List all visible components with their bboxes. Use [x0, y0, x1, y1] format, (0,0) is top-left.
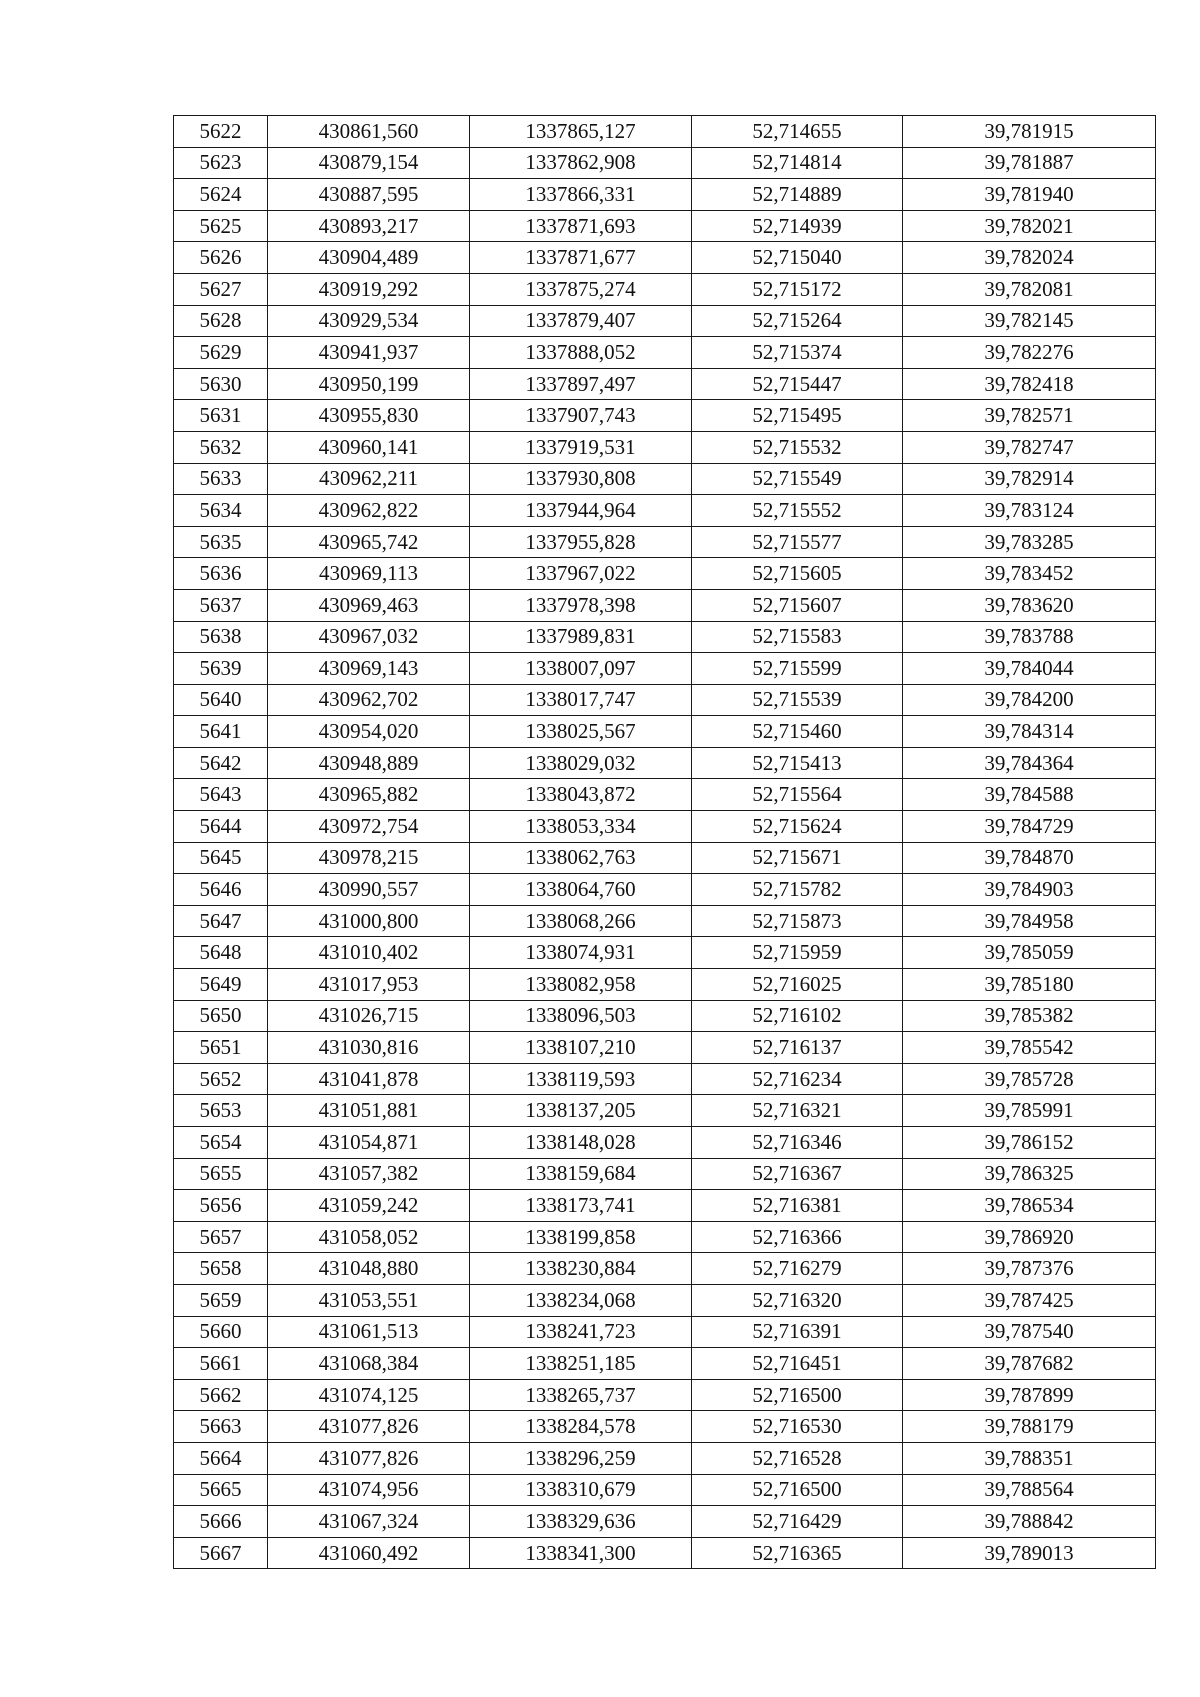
- x-coordinate-cell: 431017,953: [268, 969, 470, 1001]
- point-number-cell: 5656: [174, 1190, 268, 1222]
- latitude-cell: 52,715671: [692, 842, 903, 874]
- table-row: [174, 526, 1156, 558]
- latitude-cell: 52,715172: [692, 273, 903, 305]
- point-number-cell: 5657: [174, 1221, 268, 1253]
- latitude-cell: 52,716500: [692, 1379, 903, 1411]
- y-coordinate-cell: 1338230,884: [470, 1253, 692, 1285]
- point-number-cell: 5629: [174, 337, 268, 369]
- coordinates-table: [173, 115, 1156, 1569]
- x-coordinate-cell: 430955,830: [268, 400, 470, 432]
- x-coordinate-cell: 430861,560: [268, 116, 470, 148]
- latitude-cell: 52,714814: [692, 147, 903, 179]
- y-coordinate-cell: 1338043,872: [470, 779, 692, 811]
- longitude-cell: 39,782276: [903, 337, 1156, 369]
- latitude-cell: 52,715624: [692, 811, 903, 843]
- longitude-cell: 39,788564: [903, 1474, 1156, 1506]
- point-number-cell: 5660: [174, 1316, 268, 1348]
- longitude-cell: 39,784314: [903, 716, 1156, 748]
- latitude-cell: 52,715583: [692, 621, 903, 653]
- point-number-cell: 5635: [174, 526, 268, 558]
- x-coordinate-cell: 431058,052: [268, 1221, 470, 1253]
- point-number-cell: 5630: [174, 368, 268, 400]
- latitude-cell: 52,716367: [692, 1158, 903, 1190]
- y-coordinate-cell: 1337862,908: [470, 147, 692, 179]
- latitude-cell: 52,715564: [692, 779, 903, 811]
- table-row: [174, 716, 1156, 748]
- point-number-cell: 5654: [174, 1127, 268, 1159]
- y-coordinate-cell: 1338341,300: [470, 1537, 692, 1569]
- point-number-cell: 5636: [174, 558, 268, 590]
- longitude-cell: 39,783452: [903, 558, 1156, 590]
- table-row: [174, 1411, 1156, 1443]
- longitude-cell: 39,785180: [903, 969, 1156, 1001]
- point-number-cell: 5625: [174, 210, 268, 242]
- x-coordinate-cell: 430879,154: [268, 147, 470, 179]
- x-coordinate-cell: 430941,937: [268, 337, 470, 369]
- table-row: [174, 1221, 1156, 1253]
- table-row: [174, 621, 1156, 653]
- table-row: [174, 495, 1156, 527]
- x-coordinate-cell: 430969,113: [268, 558, 470, 590]
- y-coordinate-cell: 1338137,205: [470, 1095, 692, 1127]
- point-number-cell: 5632: [174, 431, 268, 463]
- table-row: [174, 779, 1156, 811]
- y-coordinate-cell: 1337865,127: [470, 116, 692, 148]
- y-coordinate-cell: 1338251,185: [470, 1348, 692, 1380]
- table-row: [174, 1442, 1156, 1474]
- table-row: [174, 337, 1156, 369]
- longitude-cell: 39,787540: [903, 1316, 1156, 1348]
- longitude-cell: 39,787425: [903, 1284, 1156, 1316]
- x-coordinate-cell: 431074,125: [268, 1379, 470, 1411]
- x-coordinate-cell: 431077,826: [268, 1411, 470, 1443]
- longitude-cell: 39,781915: [903, 116, 1156, 148]
- latitude-cell: 52,714939: [692, 210, 903, 242]
- latitude-cell: 52,715607: [692, 589, 903, 621]
- x-coordinate-cell: 430948,889: [268, 747, 470, 779]
- x-coordinate-cell: 430969,463: [268, 589, 470, 621]
- longitude-cell: 39,786534: [903, 1190, 1156, 1222]
- longitude-cell: 39,789013: [903, 1537, 1156, 1569]
- y-coordinate-cell: 1338173,741: [470, 1190, 692, 1222]
- longitude-cell: 39,785728: [903, 1063, 1156, 1095]
- y-coordinate-cell: 1338234,068: [470, 1284, 692, 1316]
- y-coordinate-cell: 1337978,398: [470, 589, 692, 621]
- y-coordinate-cell: 1338064,760: [470, 874, 692, 906]
- table-row: [174, 874, 1156, 906]
- point-number-cell: 5666: [174, 1506, 268, 1538]
- x-coordinate-cell: 431051,881: [268, 1095, 470, 1127]
- latitude-cell: 52,716025: [692, 969, 903, 1001]
- y-coordinate-cell: 1338199,858: [470, 1221, 692, 1253]
- y-coordinate-cell: 1337888,052: [470, 337, 692, 369]
- x-coordinate-cell: 430954,020: [268, 716, 470, 748]
- longitude-cell: 39,783285: [903, 526, 1156, 558]
- point-number-cell: 5652: [174, 1063, 268, 1095]
- latitude-cell: 52,715495: [692, 400, 903, 432]
- longitude-cell: 39,781940: [903, 179, 1156, 211]
- x-coordinate-cell: 430950,199: [268, 368, 470, 400]
- y-coordinate-cell: 1337871,677: [470, 242, 692, 274]
- table-row: [174, 210, 1156, 242]
- longitude-cell: 39,788179: [903, 1411, 1156, 1443]
- table-row: [174, 1000, 1156, 1032]
- longitude-cell: 39,785542: [903, 1032, 1156, 1064]
- x-coordinate-cell: 431026,715: [268, 1000, 470, 1032]
- y-coordinate-cell: 1338329,636: [470, 1506, 692, 1538]
- y-coordinate-cell: 1337944,964: [470, 495, 692, 527]
- longitude-cell: 39,785382: [903, 1000, 1156, 1032]
- latitude-cell: 52,716528: [692, 1442, 903, 1474]
- x-coordinate-cell: 430965,742: [268, 526, 470, 558]
- y-coordinate-cell: 1338241,723: [470, 1316, 692, 1348]
- x-coordinate-cell: 430972,754: [268, 811, 470, 843]
- y-coordinate-cell: 1337875,274: [470, 273, 692, 305]
- latitude-cell: 52,715539: [692, 684, 903, 716]
- latitude-cell: 52,715605: [692, 558, 903, 590]
- latitude-cell: 52,715460: [692, 716, 903, 748]
- table-row: [174, 116, 1156, 148]
- longitude-cell: 39,781887: [903, 147, 1156, 179]
- y-coordinate-cell: 1337967,022: [470, 558, 692, 590]
- y-coordinate-cell: 1338107,210: [470, 1032, 692, 1064]
- table-row: [174, 1158, 1156, 1190]
- table-row: [174, 1379, 1156, 1411]
- y-coordinate-cell: 1338029,032: [470, 747, 692, 779]
- x-coordinate-cell: 430893,217: [268, 210, 470, 242]
- longitude-cell: 39,786325: [903, 1158, 1156, 1190]
- longitude-cell: 39,784200: [903, 684, 1156, 716]
- y-coordinate-cell: 1338062,763: [470, 842, 692, 874]
- x-coordinate-cell: 431030,816: [268, 1032, 470, 1064]
- x-coordinate-cell: 431067,324: [268, 1506, 470, 1538]
- x-coordinate-cell: 431068,384: [268, 1348, 470, 1380]
- point-number-cell: 5645: [174, 842, 268, 874]
- table-row: [174, 1474, 1156, 1506]
- table-row: [174, 811, 1156, 843]
- longitude-cell: 39,784958: [903, 905, 1156, 937]
- point-number-cell: 5662: [174, 1379, 268, 1411]
- latitude-cell: 52,715959: [692, 937, 903, 969]
- x-coordinate-cell: 431053,551: [268, 1284, 470, 1316]
- x-coordinate-cell: 431061,513: [268, 1316, 470, 1348]
- latitude-cell: 52,715447: [692, 368, 903, 400]
- point-number-cell: 5648: [174, 937, 268, 969]
- table-row: [174, 1063, 1156, 1095]
- y-coordinate-cell: 1338007,097: [470, 653, 692, 685]
- table-row: [174, 1190, 1156, 1222]
- point-number-cell: 5659: [174, 1284, 268, 1316]
- y-coordinate-cell: 1337897,497: [470, 368, 692, 400]
- latitude-cell: 52,716137: [692, 1032, 903, 1064]
- longitude-cell: 39,783124: [903, 495, 1156, 527]
- point-number-cell: 5631: [174, 400, 268, 432]
- point-number-cell: 5647: [174, 905, 268, 937]
- latitude-cell: 52,715374: [692, 337, 903, 369]
- table-row: [174, 969, 1156, 1001]
- y-coordinate-cell: 1338074,931: [470, 937, 692, 969]
- table-row: [174, 400, 1156, 432]
- latitude-cell: 52,716321: [692, 1095, 903, 1127]
- latitude-cell: 52,715264: [692, 305, 903, 337]
- table-row: [174, 653, 1156, 685]
- longitude-cell: 39,785059: [903, 937, 1156, 969]
- latitude-cell: 52,716429: [692, 1506, 903, 1538]
- point-number-cell: 5667: [174, 1537, 268, 1569]
- x-coordinate-cell: 431000,800: [268, 905, 470, 937]
- x-coordinate-cell: 430978,215: [268, 842, 470, 874]
- point-number-cell: 5622: [174, 116, 268, 148]
- longitude-cell: 39,787376: [903, 1253, 1156, 1285]
- table-row: [174, 589, 1156, 621]
- y-coordinate-cell: 1337871,693: [470, 210, 692, 242]
- x-coordinate-cell: 430962,822: [268, 495, 470, 527]
- point-number-cell: 5637: [174, 589, 268, 621]
- y-coordinate-cell: 1337907,743: [470, 400, 692, 432]
- latitude-cell: 52,716500: [692, 1474, 903, 1506]
- table-row: [174, 368, 1156, 400]
- x-coordinate-cell: 430929,534: [268, 305, 470, 337]
- point-number-cell: 5624: [174, 179, 268, 211]
- table-row: [174, 305, 1156, 337]
- longitude-cell: 39,782747: [903, 431, 1156, 463]
- longitude-cell: 39,782145: [903, 305, 1156, 337]
- latitude-cell: 52,716102: [692, 1000, 903, 1032]
- y-coordinate-cell: 1338284,578: [470, 1411, 692, 1443]
- longitude-cell: 39,784044: [903, 653, 1156, 685]
- coordinates-table-body: [174, 116, 1156, 1569]
- table-row: [174, 1284, 1156, 1316]
- x-coordinate-cell: 431060,492: [268, 1537, 470, 1569]
- point-number-cell: 5655: [174, 1158, 268, 1190]
- x-coordinate-cell: 430960,141: [268, 431, 470, 463]
- y-coordinate-cell: 1337919,531: [470, 431, 692, 463]
- longitude-cell: 39,788351: [903, 1442, 1156, 1474]
- latitude-cell: 52,714889: [692, 179, 903, 211]
- table-row: [174, 1032, 1156, 1064]
- y-coordinate-cell: 1338082,958: [470, 969, 692, 1001]
- longitude-cell: 39,786920: [903, 1221, 1156, 1253]
- table-row: [174, 684, 1156, 716]
- latitude-cell: 52,715532: [692, 431, 903, 463]
- y-coordinate-cell: 1337930,808: [470, 463, 692, 495]
- y-coordinate-cell: 1338025,567: [470, 716, 692, 748]
- x-coordinate-cell: 431077,826: [268, 1442, 470, 1474]
- point-number-cell: 5665: [174, 1474, 268, 1506]
- longitude-cell: 39,784729: [903, 811, 1156, 843]
- latitude-cell: 52,715040: [692, 242, 903, 274]
- table-row: [174, 179, 1156, 211]
- point-number-cell: 5628: [174, 305, 268, 337]
- longitude-cell: 39,787899: [903, 1379, 1156, 1411]
- y-coordinate-cell: 1337989,831: [470, 621, 692, 653]
- point-number-cell: 5650: [174, 1000, 268, 1032]
- table-row: [174, 1537, 1156, 1569]
- table-row: [174, 842, 1156, 874]
- point-number-cell: 5646: [174, 874, 268, 906]
- y-coordinate-cell: 1338265,737: [470, 1379, 692, 1411]
- y-coordinate-cell: 1337866,331: [470, 179, 692, 211]
- x-coordinate-cell: 430887,595: [268, 179, 470, 211]
- x-coordinate-cell: 431041,878: [268, 1063, 470, 1095]
- longitude-cell: 39,787682: [903, 1348, 1156, 1380]
- point-number-cell: 5653: [174, 1095, 268, 1127]
- latitude-cell: 52,716451: [692, 1348, 903, 1380]
- longitude-cell: 39,782571: [903, 400, 1156, 432]
- point-number-cell: 5627: [174, 273, 268, 305]
- longitude-cell: 39,782418: [903, 368, 1156, 400]
- latitude-cell: 52,716365: [692, 1537, 903, 1569]
- y-coordinate-cell: 1338119,593: [470, 1063, 692, 1095]
- point-number-cell: 5633: [174, 463, 268, 495]
- longitude-cell: 39,783788: [903, 621, 1156, 653]
- point-number-cell: 5639: [174, 653, 268, 685]
- latitude-cell: 52,715599: [692, 653, 903, 685]
- longitude-cell: 39,782081: [903, 273, 1156, 305]
- table-row: [174, 1506, 1156, 1538]
- x-coordinate-cell: 430919,292: [268, 273, 470, 305]
- longitude-cell: 39,786152: [903, 1127, 1156, 1159]
- longitude-cell: 39,783620: [903, 589, 1156, 621]
- x-coordinate-cell: 430904,489: [268, 242, 470, 274]
- point-number-cell: 5644: [174, 811, 268, 843]
- latitude-cell: 52,716346: [692, 1127, 903, 1159]
- longitude-cell: 39,784364: [903, 747, 1156, 779]
- y-coordinate-cell: 1338068,266: [470, 905, 692, 937]
- longitude-cell: 39,785991: [903, 1095, 1156, 1127]
- x-coordinate-cell: 430962,211: [268, 463, 470, 495]
- point-number-cell: 5649: [174, 969, 268, 1001]
- table-row: [174, 1348, 1156, 1380]
- x-coordinate-cell: 431048,880: [268, 1253, 470, 1285]
- table-row: [174, 1127, 1156, 1159]
- latitude-cell: 52,716234: [692, 1063, 903, 1095]
- y-coordinate-cell: 1338296,259: [470, 1442, 692, 1474]
- longitude-cell: 39,784870: [903, 842, 1156, 874]
- table-row: [174, 747, 1156, 779]
- latitude-cell: 52,715413: [692, 747, 903, 779]
- table-row: [174, 905, 1156, 937]
- y-coordinate-cell: 1338310,679: [470, 1474, 692, 1506]
- point-number-cell: 5623: [174, 147, 268, 179]
- latitude-cell: 52,716381: [692, 1190, 903, 1222]
- y-coordinate-cell: 1338159,684: [470, 1158, 692, 1190]
- latitude-cell: 52,715552: [692, 495, 903, 527]
- y-coordinate-cell: 1337879,407: [470, 305, 692, 337]
- point-number-cell: 5663: [174, 1411, 268, 1443]
- y-coordinate-cell: 1338096,503: [470, 1000, 692, 1032]
- table-row: [174, 147, 1156, 179]
- table-row: [174, 1253, 1156, 1285]
- table-row: [174, 431, 1156, 463]
- point-number-cell: 5626: [174, 242, 268, 274]
- table-row: [174, 1316, 1156, 1348]
- latitude-cell: 52,714655: [692, 116, 903, 148]
- point-number-cell: 5642: [174, 747, 268, 779]
- table-row: [174, 463, 1156, 495]
- x-coordinate-cell: 430969,143: [268, 653, 470, 685]
- y-coordinate-cell: 1337955,828: [470, 526, 692, 558]
- longitude-cell: 39,788842: [903, 1506, 1156, 1538]
- longitude-cell: 39,782914: [903, 463, 1156, 495]
- point-number-cell: 5638: [174, 621, 268, 653]
- x-coordinate-cell: 431057,382: [268, 1158, 470, 1190]
- table-row: [174, 242, 1156, 274]
- table-row: [174, 273, 1156, 305]
- latitude-cell: 52,716320: [692, 1284, 903, 1316]
- y-coordinate-cell: 1338148,028: [470, 1127, 692, 1159]
- point-number-cell: 5661: [174, 1348, 268, 1380]
- x-coordinate-cell: 430965,882: [268, 779, 470, 811]
- latitude-cell: 52,715549: [692, 463, 903, 495]
- latitude-cell: 52,716391: [692, 1316, 903, 1348]
- longitude-cell: 39,784903: [903, 874, 1156, 906]
- latitude-cell: 52,716530: [692, 1411, 903, 1443]
- latitude-cell: 52,715782: [692, 874, 903, 906]
- latitude-cell: 52,716366: [692, 1221, 903, 1253]
- latitude-cell: 52,715873: [692, 905, 903, 937]
- x-coordinate-cell: 431010,402: [268, 937, 470, 969]
- x-coordinate-cell: 431059,242: [268, 1190, 470, 1222]
- longitude-cell: 39,784588: [903, 779, 1156, 811]
- longitude-cell: 39,782024: [903, 242, 1156, 274]
- table-row: [174, 558, 1156, 590]
- latitude-cell: 52,715577: [692, 526, 903, 558]
- point-number-cell: 5634: [174, 495, 268, 527]
- point-number-cell: 5658: [174, 1253, 268, 1285]
- x-coordinate-cell: 430990,557: [268, 874, 470, 906]
- table-row: [174, 937, 1156, 969]
- point-number-cell: 5664: [174, 1442, 268, 1474]
- point-number-cell: 5651: [174, 1032, 268, 1064]
- latitude-cell: 52,716279: [692, 1253, 903, 1285]
- point-number-cell: 5643: [174, 779, 268, 811]
- y-coordinate-cell: 1338053,334: [470, 811, 692, 843]
- longitude-cell: 39,782021: [903, 210, 1156, 242]
- y-coordinate-cell: 1338017,747: [470, 684, 692, 716]
- x-coordinate-cell: 430967,032: [268, 621, 470, 653]
- x-coordinate-cell: 430962,702: [268, 684, 470, 716]
- table-row: [174, 1095, 1156, 1127]
- point-number-cell: 5640: [174, 684, 268, 716]
- x-coordinate-cell: 431054,871: [268, 1127, 470, 1159]
- x-coordinate-cell: 431074,956: [268, 1474, 470, 1506]
- point-number-cell: 5641: [174, 716, 268, 748]
